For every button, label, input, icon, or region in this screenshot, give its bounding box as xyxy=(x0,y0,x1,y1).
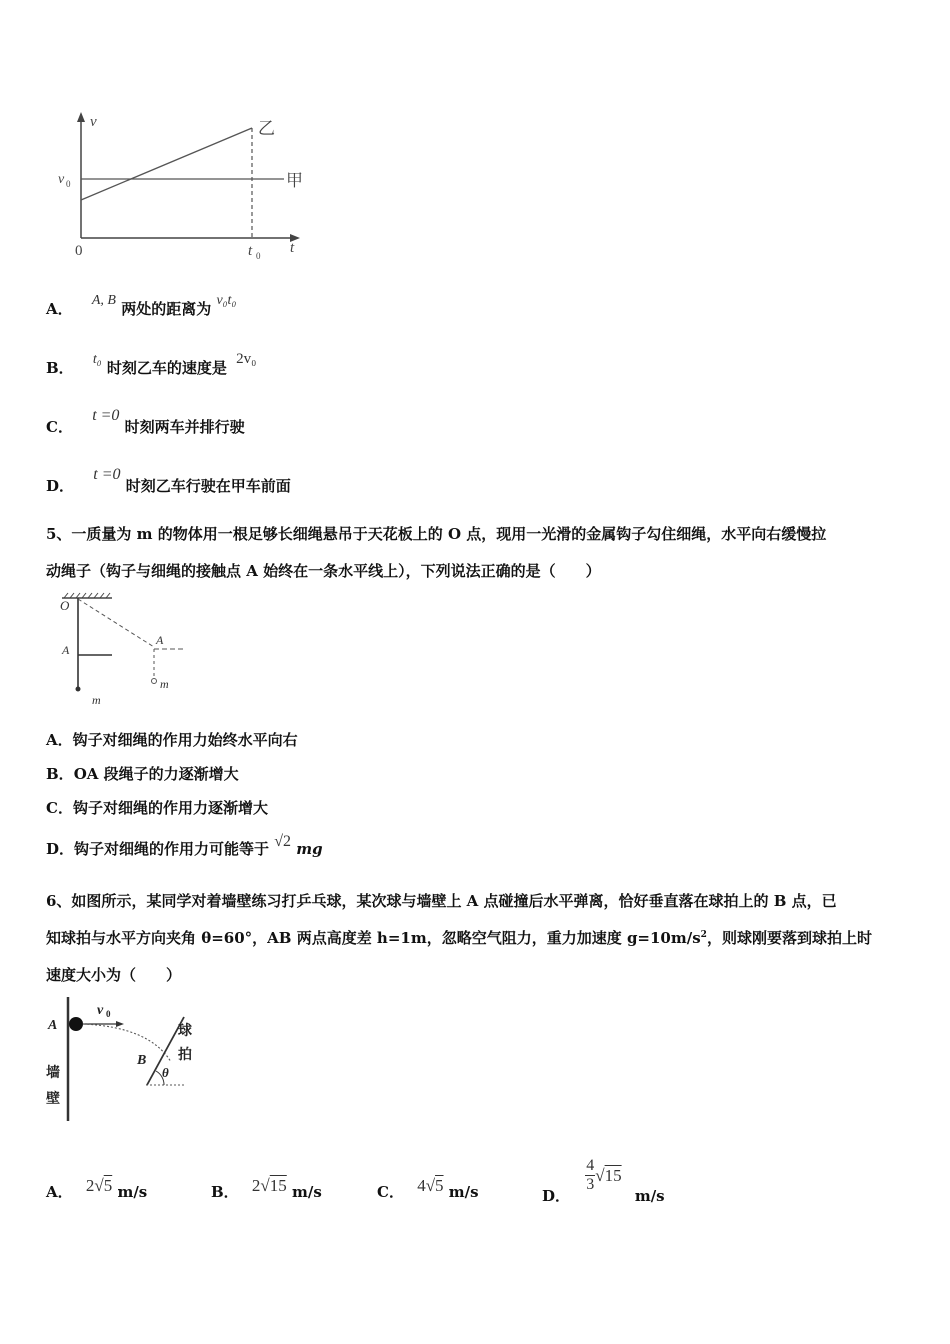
label-m-right: m xyxy=(160,677,169,691)
q4-option-a[interactable]: A． A, B 两处的距离为 v₀t₀ xyxy=(46,293,237,318)
trajectory xyxy=(83,1024,171,1062)
q4-option-a-math: A, B xyxy=(91,293,116,308)
label-O: O xyxy=(60,598,70,613)
q6-stem-line3: 速度大小为（ ） xyxy=(46,966,182,984)
q6-option-c-coef: 4 xyxy=(417,1176,426,1195)
line-yi xyxy=(81,128,252,200)
q4-option-d-text: 时刻乙车行驶在甲车前面 xyxy=(125,477,291,495)
label-racket-1: 球 xyxy=(178,1024,192,1039)
jia-label: 甲 xyxy=(286,171,303,190)
v-axis-arrow xyxy=(77,112,85,122)
q5-option-a[interactable]: A．钩子对细绳的作用力始终水平向右 xyxy=(46,731,298,749)
q5-stem-line2: 动绳子（钩子与细绳的接触点 A 始终在一条水平线上），下列说法正确的是（ ） xyxy=(46,562,601,580)
mass-left xyxy=(76,687,81,692)
q6-stem-line1: 6、如图所示，某同学对着墙壁练习打乒乓球，某次球与墙壁上 A 点碰撞后水平弹离，恰好垂直落在球拍上的 B 点，已 xyxy=(46,892,837,910)
v0-label: v xyxy=(58,172,65,187)
v0-arrowhead xyxy=(116,1021,124,1027)
q4-option-b-math: t₀ xyxy=(92,352,102,367)
q6-option-a[interactable]: A． 2√5 m/s xyxy=(46,1176,148,1201)
label-A-right: A xyxy=(156,633,164,647)
q5-option-b[interactable]: B．OA 段绳子的力逐渐增大 xyxy=(46,765,239,783)
origin-label: 0 xyxy=(75,243,83,259)
v0-sub: 0 xyxy=(66,179,71,189)
label-A-left: A xyxy=(62,643,70,657)
q4-option-d[interactable]: D． t =0 时刻乙车行驶在甲车前面 xyxy=(46,466,291,495)
q6-option-d-den: 3 xyxy=(586,1176,595,1193)
q4-option-c-math: t =0 xyxy=(92,407,120,424)
axis-t-label: t xyxy=(290,240,295,256)
q5-option-d-sqrt: √2 xyxy=(274,833,292,850)
t0-label: t xyxy=(248,243,253,259)
q6-option-a-rad: 5 xyxy=(103,1176,113,1195)
q4-option-a-math2: v₀t₀ xyxy=(216,293,237,308)
label-racket-2: 拍 xyxy=(178,1048,192,1063)
q6-figure xyxy=(40,995,220,1125)
q4-option-c-text: 时刻两车并排行驶 xyxy=(124,418,245,436)
label-A: A xyxy=(48,1018,58,1033)
q4-option-a-text: 两处的距离为 xyxy=(121,300,212,318)
q6-option-b-rad: 15 xyxy=(269,1176,287,1195)
label-m-left: m xyxy=(92,693,101,707)
q6-option-d[interactable]: D． $\frac{4}{3}$ √15 m/s xyxy=(542,1157,665,1205)
label-v0: v xyxy=(97,1003,104,1018)
q5-figure xyxy=(50,590,200,710)
q5-option-d-mg: mg xyxy=(296,840,323,858)
q6-option-d-num: 4 xyxy=(586,1157,595,1174)
q4-option-c[interactable]: C． t =0 时刻两车并排行驶 xyxy=(46,407,245,436)
q4-option-b[interactable]: B． t₀ 时刻乙车的速度是 2v₀ xyxy=(46,351,257,377)
q6-option-a-coef: 2 xyxy=(85,1176,95,1195)
q5-option-d[interactable]: D．钩子对细绳的作用力可能等于 √2 mg xyxy=(46,833,323,858)
q6-option-c-rad: 5 xyxy=(435,1176,444,1195)
q6-option-b-coef: 2 xyxy=(251,1176,261,1195)
q4-option-b-text: 时刻乙车的速度是 xyxy=(106,359,227,377)
label-theta: θ xyxy=(162,1065,169,1080)
label-B: B xyxy=(137,1053,147,1068)
q6-option-d-fraction xyxy=(585,1157,595,1194)
axis-v-label: v xyxy=(90,114,97,130)
ball xyxy=(69,1017,83,1031)
label-wall-1: 墙 xyxy=(46,1066,60,1081)
t0-sub: 0 xyxy=(256,251,261,261)
q6-option-d-rad: 15 xyxy=(604,1166,622,1185)
mass-right xyxy=(152,679,157,684)
rope-dashed xyxy=(78,599,154,647)
q5-option-c[interactable]: C．钩子对细绳的作用力逐渐增大 xyxy=(46,799,268,817)
velocity-time-graph xyxy=(50,110,320,270)
q4-option-d-math: t =0 xyxy=(93,466,121,483)
q6-option-b[interactable]: B． 2√15 m/s xyxy=(211,1176,322,1201)
label-wall-2: 壁 xyxy=(46,1092,60,1107)
q4-option-b-math2: 2v₀ xyxy=(236,351,257,367)
q6-stem-line2: 知球拍与水平方向夹角 θ=60°，AB 两点高度差 h=1m，忽略空气阻力，重力加速度 $g=10m/s^2$，则球刚要落到球拍上时 xyxy=(46,929,872,947)
q6-option-c[interactable]: C． 4√5 m/s xyxy=(377,1176,479,1201)
q5-stem-line1: 5、一质量为 m 的物体用一根足够长细绳悬吊于天花板上的 O 点，现用一光滑的金属钩子勾住细绳，水平向右缓慢拉 xyxy=(46,525,827,543)
label-v0-sub: 0 xyxy=(106,1009,111,1019)
yi-label: 乙 xyxy=(258,119,275,138)
